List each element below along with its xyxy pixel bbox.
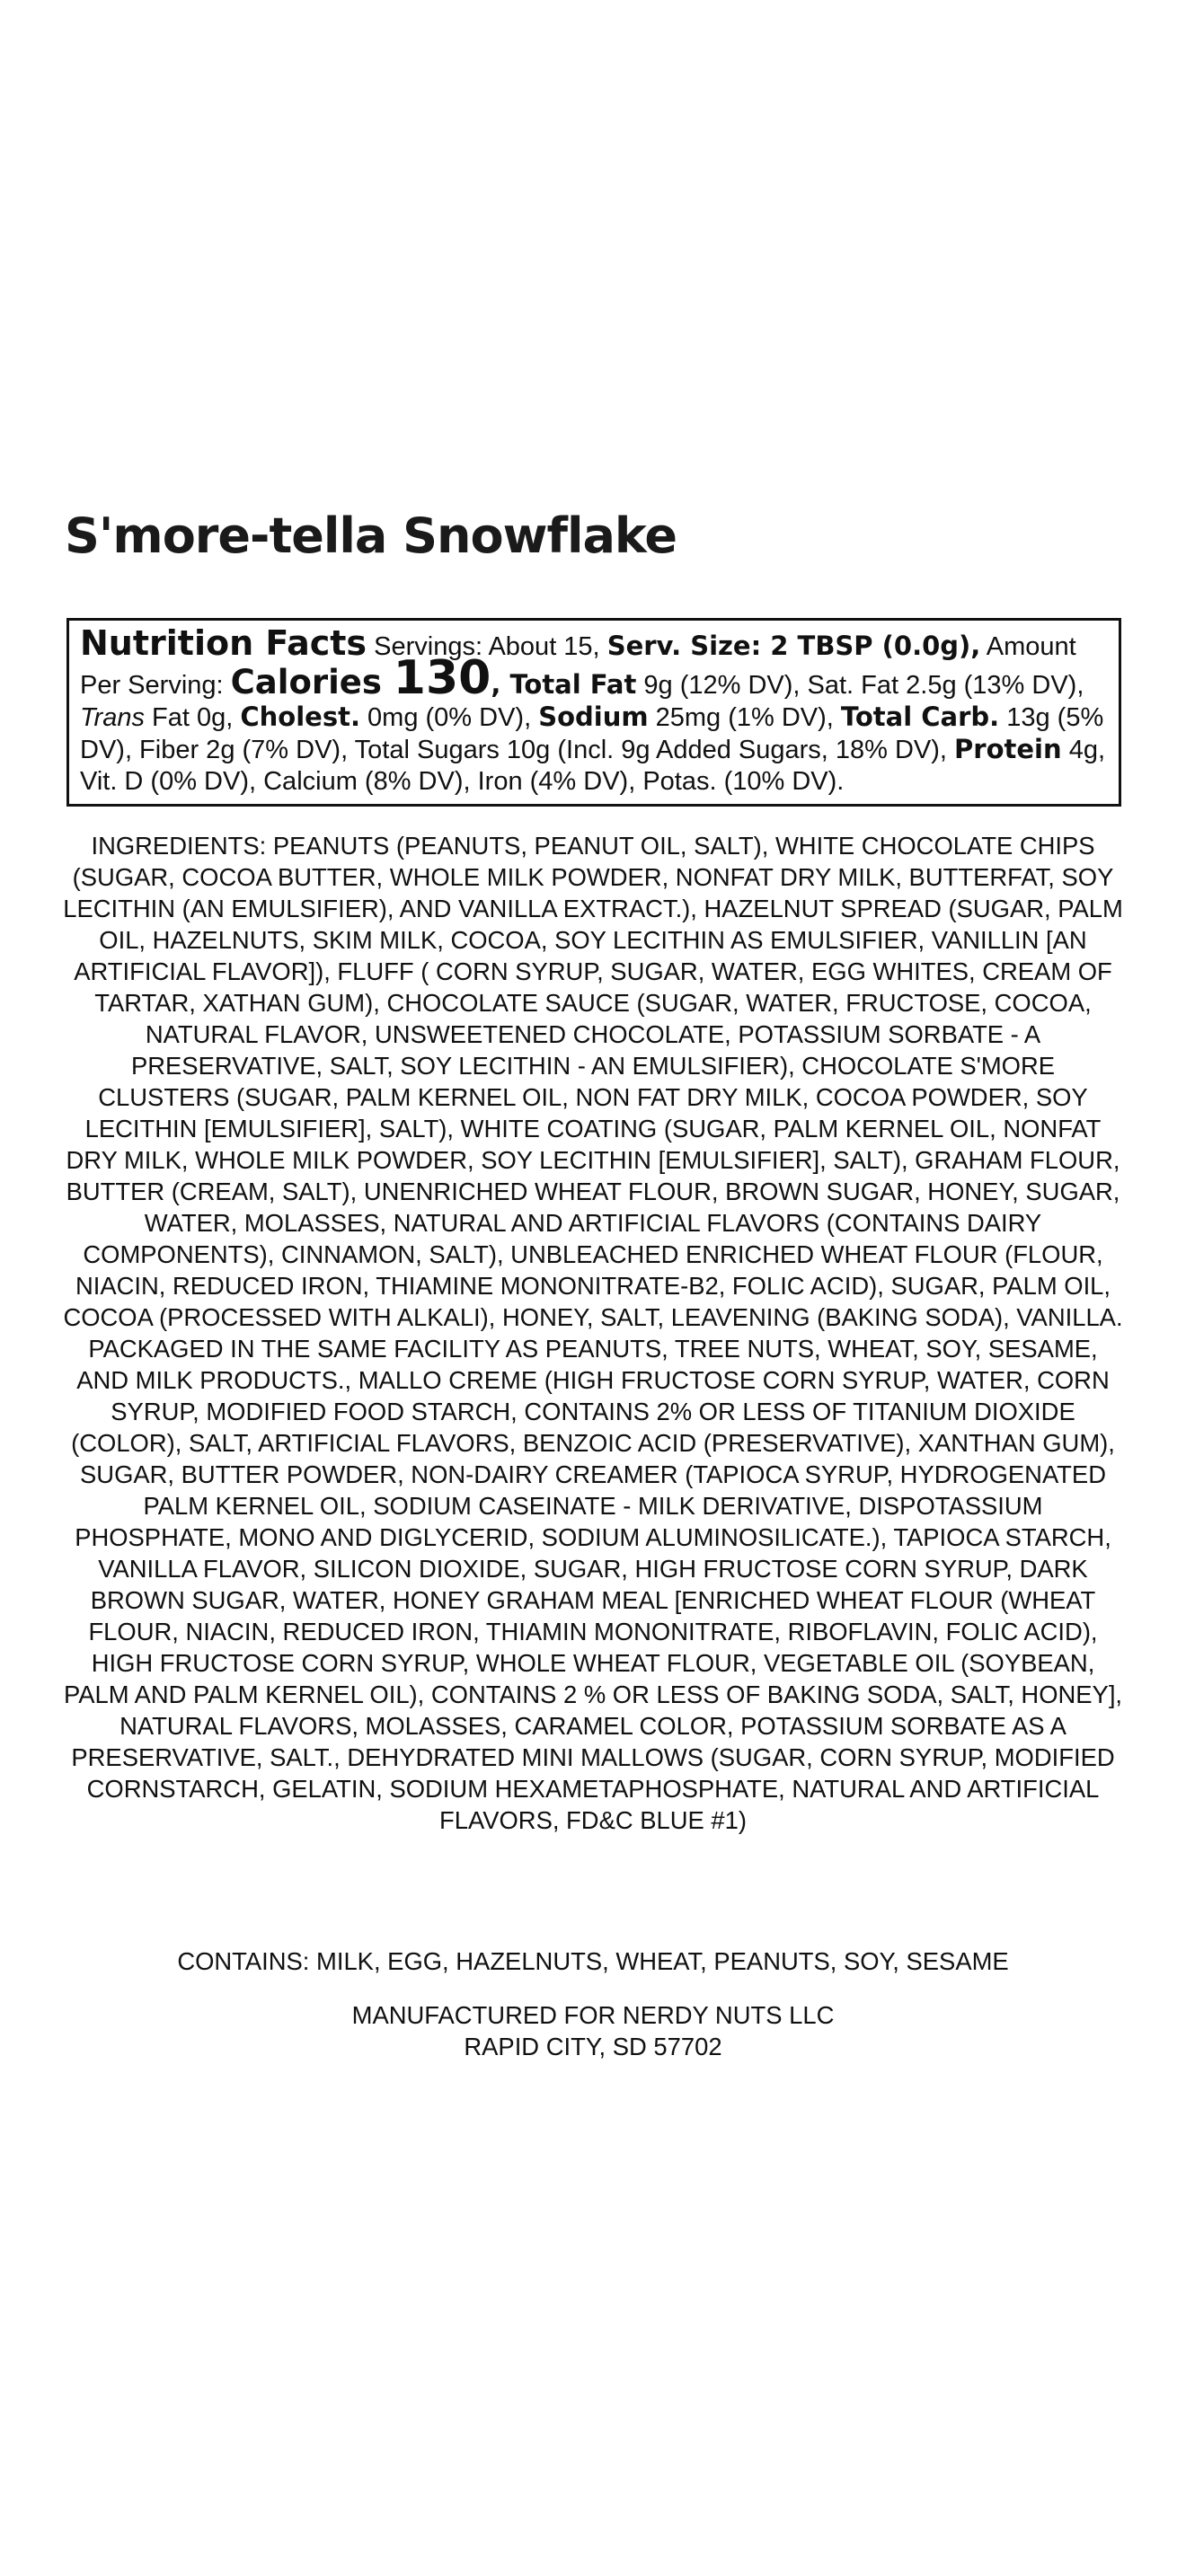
cholesterol-label: Cholest. <box>240 701 360 732</box>
nutrition-facts-heading: Nutrition Facts <box>80 623 367 663</box>
allergen-statement: CONTAINS: MILK, EGG, HAZELNUTS, WHEAT, PEANUTS, SOY, SESAME <box>177 1947 1009 1975</box>
serving-size-label: Serv. Size: 2 TBSP (0.0g), <box>606 631 981 661</box>
amount-per-serving-text: Amount Per Serving: <box>80 632 1076 700</box>
manufacturer-name: MANUFACTURED FOR NERDY NUTS LLC <box>351 2001 835 2029</box>
total-carb-value: 13g (5% DV), Fiber 2g (7% DV), Total Sugars 10g (Incl. 9g Added Sugars, 18% DV), <box>80 703 1104 764</box>
trans-fat-label: Trans <box>80 703 145 732</box>
manufacturer-address: RAPID CITY, SD 57702 <box>464 2033 722 2060</box>
total-fat-label: Total Fat <box>509 669 637 700</box>
servings-text: Servings: About 15, <box>367 632 607 661</box>
total-carb-label: Total Carb. <box>840 701 1000 732</box>
cholesterol-value: 0mg (0% DV), <box>359 703 539 732</box>
sodium-value: 25mg (1% DV), <box>648 703 841 732</box>
calories-value: 130 <box>393 651 491 705</box>
ingredients-list: INGREDIENTS: PEANUTS (PEANUTS, PEANUT OIL, SALT), WHITE CHOCOLATE CHIPS (SUGAR, COCOA BUTTER, WHOLE MILK POWDER, NONFAT DRY MILK, BUTTERFAT, SOY LECITHIN (AN EMULSIFIER), AND VANILLA EXTRACT.), HAZELNUT SPREAD (SUGAR, PALM OIL, HAZELNUTS, SKIM MILK, COCOA, SOY LECITHIN AS EMULSIFIER, VANILLIN [AN ARTIFICIAL FLAVOR]), FLUFF ( CORN SYRUP, SUGAR, WATER, EGG WHITES, CREAM OF TARTAR, XATHAN GUM), CHOCOLATE SAUCE (SUGAR, WATER, FRUCTOSE, COCOA, NATURAL FLAVOR, UNSWEETENED CHOCOLATE, POTASSIUM SORBATE - A PRESERVATIVE, SALT, SOY LECITHIN - AN EMULSIFIER), CHOCOLATE S'MORE CLUSTERS (SUGAR, PALM KERNEL OIL, NON FAT DRY MILK, COCOA POWDER, SOY LECITHIN [EMULSIFIER], SALT), WHITE COATING (SUGAR, PALM KERNEL OIL, NONFAT DRY MILK, WHOLE MILK POWDER, SOY LECITHIN [EMULSIFIER], SALT), GRAHAM FLOUR, BUTTER (CREAM, SALT), UNENRICHED WHEAT FLOUR, BROWN SUGAR, HONEY, SUGAR, WATER, MOLASSES, NATURAL AND ARTIFICIAL FLAVORS (CONTAINS DAIRY COMPONENTS), CINNAMON, SALT), UNBLEACHED ENRICHED WHEAT FLOUR (FLOUR, NIACIN, REDUCED IRON, THIAMINE MONONITRATE-B2, FOLIC ACID), SUGAR, PALM OIL, COCOA (PROCESSED WITH ALKALI), HONEY, SALT, LEAVENING (BAKING SODA), VANILLA. PACKAGED IN THE SAME FACILITY AS PEANUTS, TREE NUTS, WHEAT, SOY, SESAME, AND MILK PRODUCTS., MALLO CREME (HIGH FRUCTOSE CORN SYRUP, WATER, CORN SYRUP, MODIFIED FOOD STARCH, CONTAINS 2% OR LESS OF TITANIUM DIOXIDE (COLOR), SALT, ARTIFICIAL FLAVORS, BENZOIC ACID (PRESERVATIVE), XANTHAN GUM), SUGAR, BUTTER POWDER, NON-DAIRY CREAMER (TAPIOCA SYRUP, HYDROGENATED PALM KERNEL OIL, SODIUM CASEINATE - MILK DERIVATIVE, DISPOTASSIUM PHOSPHATE, MONO AND DIGLYCERID, SODIUM ALUMINOSILICATE.), TAPIOCA STARCH, VANILLA FLAVOR, SILICON DIOXIDE, SUGAR, HIGH FRUCTOSE CORN SYRUP, DARK BROWN SUGAR, WATER, HONEY GRAHAM MEAL [ENRICHED WHEAT FLOUR (WHEAT FLOUR, NIACIN, REDUCED IRON, THIAMIN MONONITRATE, RIBOFLAVIN, FOLIC ACID), HIGH FRUCTOSE CORN SYRUP, WHOLE WHEAT FLOUR, VEGETABLE OIL (SOYBEAN, PALM AND PALM KERNEL OIL), CONTAINS 2 % OR LESS OF BAKING SODA, SALT, HONEY], NATURAL FLAVORS, MOLASSES, CARAMEL COLOR, POTASSIUM SORBATE AS A PRESERVATIVE, SALT., DEHYDRATED MINI MALLOWS (SUGAR, CORN SYRUP, MODIFIED CORNSTARCH, GELATIN, SODIUM HEXAMETAPHOSPHATE, NATURAL AND ARTIFICIAL FLAVORS, FD&C BLUE #1) <box>63 832 1123 1834</box>
sodium-label: Sodium <box>538 701 649 732</box>
calories-label: Calories <box>230 663 394 701</box>
trans-fat-value: Fat 0g, <box>144 703 241 732</box>
nutrition-facts-text <box>80 623 1108 798</box>
calories-comma: , <box>491 669 510 700</box>
product-title: S'more-tella Snowflake <box>65 507 677 564</box>
protein-label: Protein <box>954 734 1062 764</box>
manufacturer-info <box>63 1999 1123 2062</box>
protein-value: 4g, Vit. D (0% DV), Calcium (8% DV), Iron (4% DV), Potas. (10% DV). <box>80 736 1106 796</box>
nutrition-facts-panel <box>66 618 1121 807</box>
total-fat-value: 9g (12% DV), Sat. Fat 2.5g (13% DV), <box>636 671 1084 700</box>
